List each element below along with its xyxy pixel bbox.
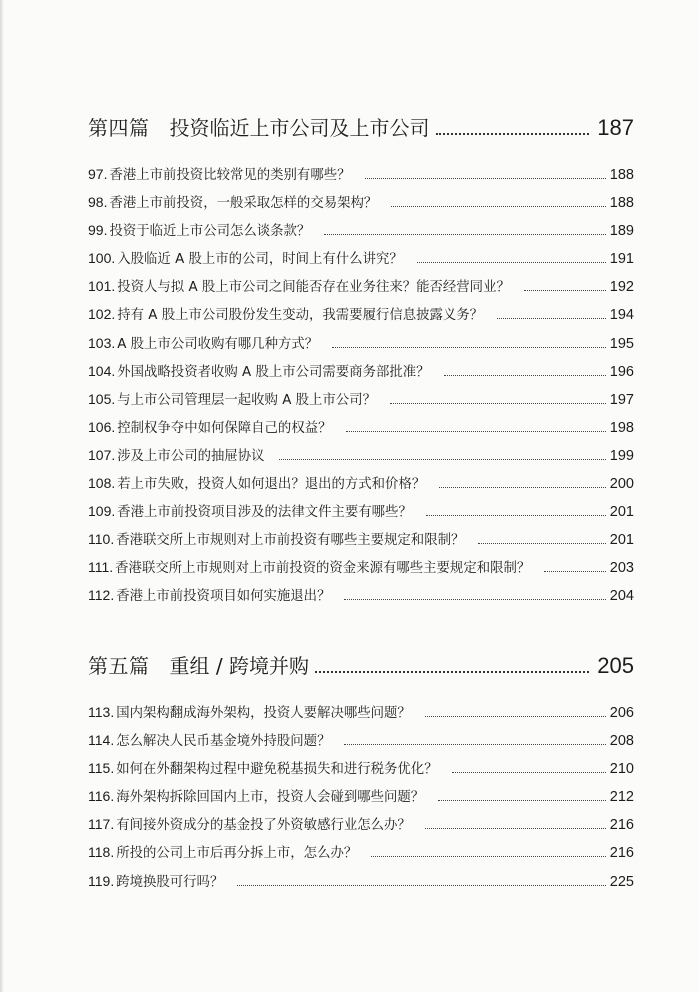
dot-leader — [237, 885, 605, 886]
entry-number: 100. — [88, 250, 116, 267]
dot-leader — [417, 262, 606, 263]
entry-text: 国内架构翻成海外架构，投资人要解决哪些问题？ — [116, 706, 411, 721]
toc-entry — [88, 389, 634, 417]
entry-number: 97. — [88, 166, 108, 182]
section-part-label: 第五篇 — [88, 654, 150, 678]
dot-leader — [439, 487, 606, 488]
toc-entry — [88, 304, 634, 332]
entry-number: 110. — [88, 531, 115, 548]
dot-leader — [344, 744, 605, 745]
entry-number: 107. — [88, 446, 116, 463]
entry-number: 119. — [88, 872, 115, 889]
toc-entry — [88, 758, 634, 786]
entry-page-number: 203 — [609, 560, 634, 577]
entry-page-number: 188 — [609, 195, 634, 212]
dot-leader — [279, 459, 606, 460]
entry-page-number: 195 — [609, 335, 634, 352]
dot-leader — [315, 671, 589, 673]
entry-number: 117. — [88, 816, 115, 833]
entry-number: 104. — [88, 362, 116, 379]
dot-leader — [478, 543, 605, 544]
toc-entry — [88, 585, 634, 613]
toc-entry — [88, 333, 634, 361]
page-edge — [0, 0, 4, 992]
dot-leader — [425, 716, 606, 717]
dot-leader — [436, 133, 590, 135]
toc-entry — [88, 361, 634, 389]
entry-number: 105. — [88, 390, 116, 407]
entry-page-number: 188 — [609, 167, 634, 183]
toc-entry — [88, 501, 634, 529]
entry-text: 投资人与拟 A 股上市公司之间能否存在业务往来？能否经营同业？ — [117, 280, 510, 296]
section-heading — [88, 112, 634, 148]
toc-entry — [88, 529, 634, 557]
entry-text: 如何在外翻架构过程中避免税基损失和进行税务优化？ — [116, 762, 438, 778]
entry-page-number: 192 — [609, 279, 634, 296]
entry-text: 所投的公司上市后再分拆上市，怎么办？ — [116, 846, 358, 862]
dot-leader — [452, 772, 606, 773]
entry-page-number: 210 — [609, 761, 634, 778]
entry-page-number: 216 — [609, 845, 634, 862]
entry-page-number: 189 — [609, 223, 634, 240]
entry-number: 103. — [88, 334, 116, 351]
entry-page-number: 191 — [609, 251, 634, 268]
section-page-number: 205 — [597, 653, 634, 678]
entry-text: 香港上市前投资项目涉及的法律文件主要有哪些？ — [117, 505, 412, 521]
entry-number: 109. — [88, 503, 116, 520]
entry-page-number: 206 — [609, 705, 634, 721]
entry-number: 114. — [88, 732, 115, 749]
entry-text: 外国战略投资者收购 A 股上市公司需要商务部批准？ — [117, 364, 430, 380]
dot-leader — [544, 571, 606, 572]
entry-number: 118. — [88, 844, 115, 861]
entry-text: 与上市公司管理层一起收购 A 股上市公司？ — [117, 392, 376, 408]
dot-leader — [365, 178, 606, 179]
entry-number: 98. — [88, 194, 108, 211]
entry-text: 持有 A 股上市公司股份发生变动，我需要履行信息披露义务？ — [117, 308, 484, 324]
toc-entry — [88, 445, 634, 473]
section-heading — [88, 650, 634, 686]
entry-text: 香港上市前投资，一般采取怎样的交易架构？ — [109, 196, 378, 212]
entry-page-number: 212 — [609, 789, 634, 806]
entry-number: 102. — [88, 306, 116, 323]
entry-text: 香港联交所上市规则对上市前投资的资金来源有哪些主要规定和限制？ — [115, 561, 531, 577]
dot-leader — [426, 515, 606, 516]
entry-number: 99. — [88, 222, 108, 239]
entry-page-number: 194 — [609, 307, 634, 324]
dot-leader — [438, 800, 606, 801]
entry-text: A 股上市公司收购有哪几种方式？ — [117, 336, 319, 352]
entry-page-number: 216 — [609, 817, 634, 834]
entry-text: 控制权争夺中如何保障自己的权益？ — [117, 420, 332, 436]
dot-leader — [332, 347, 606, 348]
entry-page-number: 196 — [609, 363, 634, 380]
entry-text: 涉及上市公司的抽屉协议 — [117, 448, 265, 464]
toc-entry — [88, 730, 634, 758]
dot-leader — [390, 403, 606, 404]
dot-leader — [371, 856, 606, 857]
toc-entry — [88, 192, 634, 220]
entry-text: 怎么解决人民币基金境外持股问题？ — [116, 734, 331, 750]
dot-leader — [344, 599, 605, 600]
entry-text: 入股临近 A 股上市的公司，时间上有什么讲究？ — [117, 252, 403, 268]
entry-page-number: 199 — [609, 447, 634, 464]
toc-entry — [88, 786, 634, 814]
toc-entry — [88, 557, 634, 585]
dot-leader — [425, 828, 606, 829]
toc-entry — [88, 814, 634, 842]
dot-leader — [346, 431, 606, 432]
entry-page-number: 208 — [609, 733, 634, 750]
entry-text: 香港上市前投资项目如何实施退出？ — [116, 589, 331, 605]
entry-text: 投资于临近上市公司怎么谈条款？ — [109, 224, 311, 240]
entry-number: 113. — [88, 704, 115, 720]
entry-text: 香港联交所上市规则对上市前投资有哪些主要规定和限制？ — [116, 533, 465, 549]
entry-page-number: 201 — [609, 504, 634, 521]
entry-text: 海外架构拆除回国内上市，投资人会碰到哪些问题？ — [116, 790, 425, 806]
section-part-label: 第四篇 — [88, 116, 150, 140]
entry-page-number: 198 — [609, 419, 634, 436]
toc-entry — [88, 276, 634, 304]
section-title: 重组 / 跨境并购 — [169, 654, 309, 678]
entry-page-number: 197 — [609, 391, 634, 408]
entry-number: 106. — [88, 418, 116, 435]
entry-page-number: 204 — [609, 588, 634, 605]
dot-leader — [497, 318, 606, 319]
entry-text: 香港上市前投资比较常见的类别有哪些？ — [109, 168, 351, 183]
entry-page-number: 225 — [609, 873, 634, 890]
section-title: 投资临近上市公司及上市公司 — [169, 116, 430, 140]
toc-section-part-4 — [88, 112, 634, 614]
entry-text: 有间接外资成分的基金投了外资敏感行业怎么办？ — [116, 818, 411, 834]
entry-number: 116. — [88, 788, 115, 805]
entry-number: 115. — [88, 760, 115, 777]
entry-page-number: 201 — [609, 532, 634, 549]
entry-number: 108. — [88, 475, 116, 492]
toc-section-part-5 — [88, 650, 634, 899]
toc-entry — [88, 473, 634, 501]
toc-entry — [88, 248, 634, 276]
toc-entry — [88, 417, 634, 445]
toc-entry-list — [88, 702, 634, 899]
entry-text: 跨境换股可行吗？ — [116, 874, 224, 890]
dot-leader — [524, 290, 606, 291]
entry-number: 112. — [88, 587, 115, 604]
entry-text: 若上市失败，投资人如何退出？退出的方式和价格？ — [117, 477, 426, 493]
dot-leader — [444, 375, 606, 376]
entry-number: 111. — [88, 559, 114, 576]
toc-entry — [88, 164, 634, 192]
entry-page-number: 200 — [609, 476, 634, 493]
entry-number: 101. — [88, 278, 116, 295]
toc-entry — [88, 220, 634, 248]
toc-entry — [88, 871, 634, 899]
toc-entry — [88, 842, 634, 870]
section-page-number: 187 — [597, 115, 634, 140]
dot-leader — [391, 206, 606, 207]
toc-entry — [88, 702, 634, 730]
toc-entry-list — [88, 164, 634, 614]
dot-leader — [324, 234, 605, 235]
